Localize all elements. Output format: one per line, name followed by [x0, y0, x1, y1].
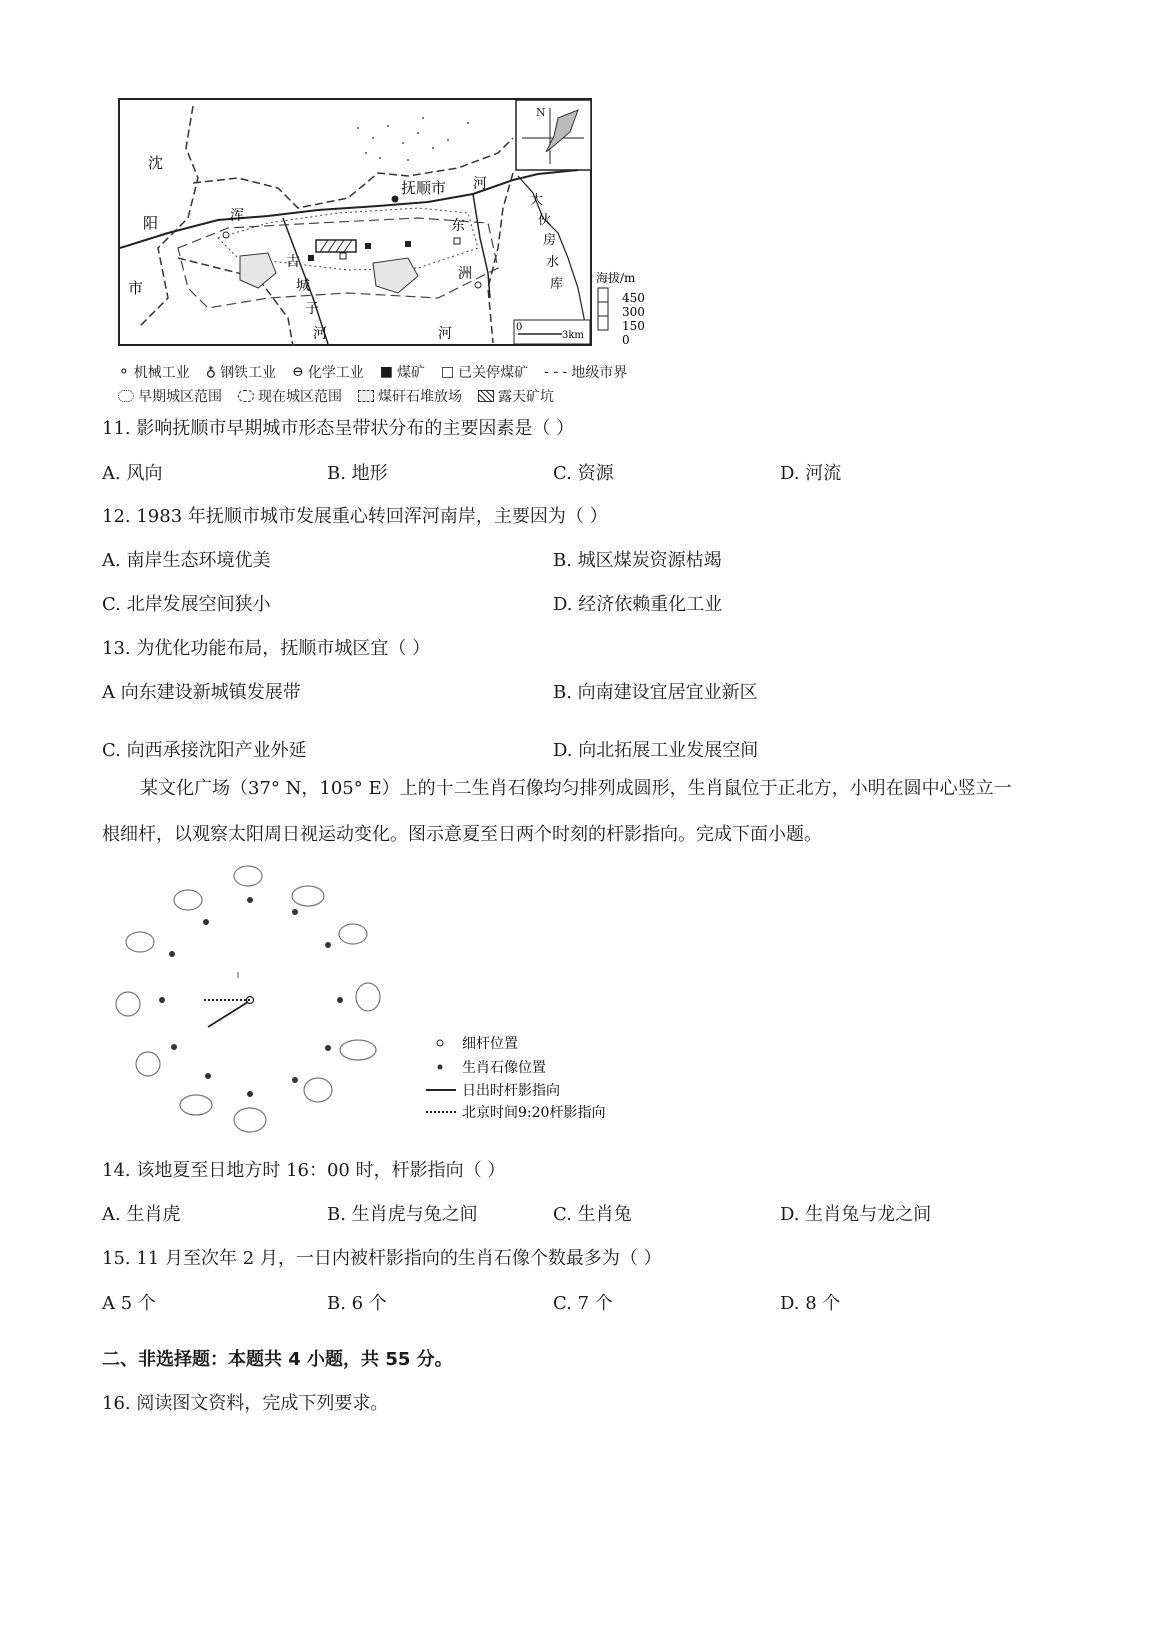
sketch-monkey: [136, 1052, 160, 1076]
passage-zodiac: 某文化广场（37° N，105° E）上的十二生肖石像均匀排列成圆形，生肖鼠位于正北方，小明在圆中心竖立一根细杆，以观察太阳周日视运动变化。图示意夏至日两个时刻的杆影指向。完成下面小题。: [102, 778, 1012, 845]
q13-option-b[interactable]: B. 向南建设宜居宜业新区: [553, 682, 758, 703]
label-zhou: 洲: [458, 266, 472, 282]
closed-mine-2: [454, 238, 460, 244]
label-shi: 市: [128, 279, 144, 297]
legend-gangue: 煤矸石堆放场: [358, 386, 462, 406]
closed-mine-1: [340, 253, 346, 259]
sketch-rabbit: [356, 983, 380, 1011]
legend-pole-symbol: [437, 1040, 443, 1046]
scale-3km: 3km: [562, 330, 584, 341]
legend-coal-mine: ■ 煤矿: [379, 364, 425, 381]
legend-current-city-symbol: [238, 390, 254, 402]
q15-option-c[interactable]: C. 7 个: [553, 1293, 613, 1314]
q11-option-c[interactable]: C. 资源: [553, 463, 614, 484]
q14-option-d[interactable]: D. 生肖兔与龙之间: [780, 1204, 932, 1225]
sketch-dog: [126, 932, 154, 952]
label-he3: 河: [438, 326, 452, 342]
sketch-pig: [174, 890, 202, 910]
legend-stone-symbol: [438, 1065, 443, 1070]
label-da: 大: [530, 193, 544, 208]
legend-boundary: - - - 地级市界: [544, 364, 628, 381]
q14-option-b[interactable]: B. 生肖虎与兔之间: [327, 1204, 478, 1225]
sketch-rooster: [116, 992, 140, 1016]
coal-mine-1: [365, 243, 371, 249]
elev-150: 150: [622, 319, 645, 333]
label-shen: 沈: [148, 154, 164, 172]
zodiac-legend-sunrise: 日出时杆影指向: [462, 1083, 560, 1099]
compass-n: N: [536, 106, 546, 119]
zodiac-figure: [110, 862, 630, 1152]
q13-option-c[interactable]: C. 向西承接沈阳产业外延: [102, 740, 307, 761]
q13-option-a[interactable]: A 向东建设新城镇发展带: [102, 682, 301, 703]
q12-stem: 12. 1983 年抚顺市城市发展重心转回浑河南岸，主要因为（ ）: [102, 506, 608, 527]
stone-ox: [292, 909, 298, 915]
label-he: 河: [473, 176, 487, 192]
label-he2: 河: [313, 326, 327, 342]
q12-option-d[interactable]: D. 经济依赖重化工业: [553, 594, 723, 615]
legend-early-city-symbol: [118, 390, 134, 402]
stone-pig: [203, 919, 209, 925]
label-zi: 子: [305, 301, 319, 317]
q12-option-a[interactable]: A. 南岸生态环境优美: [102, 550, 271, 571]
legend-early-city: 早期城区范围: [118, 386, 222, 406]
q11-option-d[interactable]: D. 河流: [780, 463, 842, 484]
legend-closed-mine: □ 已关停煤矿: [440, 364, 529, 381]
label-cheng: 城: [296, 278, 310, 294]
label-ku: 库: [550, 277, 564, 292]
compass-box: [516, 100, 591, 170]
q14-option-a[interactable]: A. 生肖虎: [102, 1204, 181, 1225]
shadow-sunrise: [208, 1002, 248, 1027]
q15-stem: 15. 11 月至次年 2 月，一日内被杆影指向的生肖石像个数最多为（ ）: [102, 1248, 662, 1269]
zodiac-legend-pole: 细杆位置: [462, 1036, 518, 1052]
q14-option-c[interactable]: C. 生肖兔: [553, 1204, 632, 1225]
label-dong: 东: [451, 218, 465, 234]
chemical-industry-site: [475, 282, 481, 288]
q12-option-b[interactable]: B. 城区煤炭资源枯竭: [553, 550, 722, 571]
elev-300: 300: [622, 305, 645, 319]
q13-option-d[interactable]: D. 向北拓展工业发展空间: [553, 740, 759, 761]
city-center-dot: [392, 196, 399, 203]
elev-bar-1: [598, 288, 608, 302]
section-2-heading: 二、非选择题：本题共 4 小题，共 55 分。: [102, 1349, 453, 1370]
q15-option-d[interactable]: D. 8 个: [780, 1293, 841, 1314]
machinery-industry-site: [223, 232, 229, 238]
sketch-snake: [304, 1078, 332, 1102]
label-city: 抚顺市: [401, 179, 447, 197]
label-hun: 浑: [230, 208, 244, 224]
legend-current-city: 现在城区范围: [238, 386, 342, 406]
q11-option-a[interactable]: A. 风向: [102, 463, 163, 484]
stone-rabbit: [337, 997, 343, 1003]
elev-0: 0: [622, 333, 630, 347]
elev-450: 450: [622, 291, 645, 305]
elev-bar-3: [598, 316, 608, 330]
q12-option-c[interactable]: C. 北岸发展空间狭小: [102, 594, 271, 615]
label-yang: 阳: [143, 214, 159, 232]
sketch-goat: [180, 1095, 212, 1115]
legend-gangue-symbol: [358, 390, 374, 402]
q15-option-a[interactable]: A 5 个: [102, 1293, 156, 1314]
coal-mine-2: [405, 241, 411, 247]
label-huo: 伙: [538, 213, 552, 228]
sketch-horse: [234, 1108, 266, 1132]
zodiac-legend-stone: 生肖石像位置: [462, 1060, 546, 1076]
sketch-dragon: [340, 1040, 376, 1060]
sketch-rat: [234, 866, 262, 886]
zodiac-legend-920: 北京时间9:20杆影指向: [462, 1105, 606, 1121]
elevation-legend: [594, 270, 654, 350]
label-shui: 水: [546, 255, 560, 270]
q11-stem: 11. 影响抚顺市早期城市形态呈带状分布的主要因素是（ ）: [102, 418, 575, 439]
stone-monkey: [171, 1044, 177, 1050]
q16-stem: 16. 阅读图文资料，完成下列要求。: [102, 1393, 389, 1414]
sketch-ox: [292, 886, 324, 906]
legend-open-pit-symbol: [478, 390, 494, 402]
map-legend-row-1: [118, 360, 678, 384]
q15-option-b[interactable]: B. 6 个: [327, 1293, 387, 1314]
fushun-map: [118, 98, 598, 358]
stone-snake: [292, 1077, 298, 1083]
legend-machinery: ⚬ 机械工业: [118, 364, 190, 381]
legend-chemical: ⊖ 化学工业: [291, 364, 364, 381]
stone-rat: [247, 897, 253, 903]
sketch-tiger: [339, 924, 367, 944]
legend-steel: ♁ 钢铁工业: [205, 364, 276, 381]
q13-stem: 13. 为优化功能布局，抚顺市城区宜（ ）: [102, 638, 431, 659]
coal-mine-3: [308, 255, 314, 261]
q11-option-b[interactable]: B. 地形: [327, 463, 388, 484]
label-fang: 房: [543, 233, 557, 248]
map-legend-row-2: [118, 384, 678, 408]
stone-dragon: [325, 1045, 331, 1051]
stone-horse: [247, 1091, 253, 1097]
map-legend: [118, 360, 678, 408]
elev-title: 海拔/m: [596, 271, 636, 285]
stone-rooster: [159, 997, 165, 1003]
label-gu: 古: [286, 254, 300, 270]
stone-goat: [205, 1073, 211, 1079]
elev-bar-2: [598, 302, 608, 316]
q14-stem: 14. 该地夏至日地方时 16：00 时，杆影指向（ ）: [102, 1160, 506, 1181]
stone-tiger: [325, 942, 331, 948]
scale-0: 0: [516, 322, 523, 333]
stone-dog: [169, 951, 175, 957]
legend-open-pit: 露天矿坑: [478, 386, 554, 406]
